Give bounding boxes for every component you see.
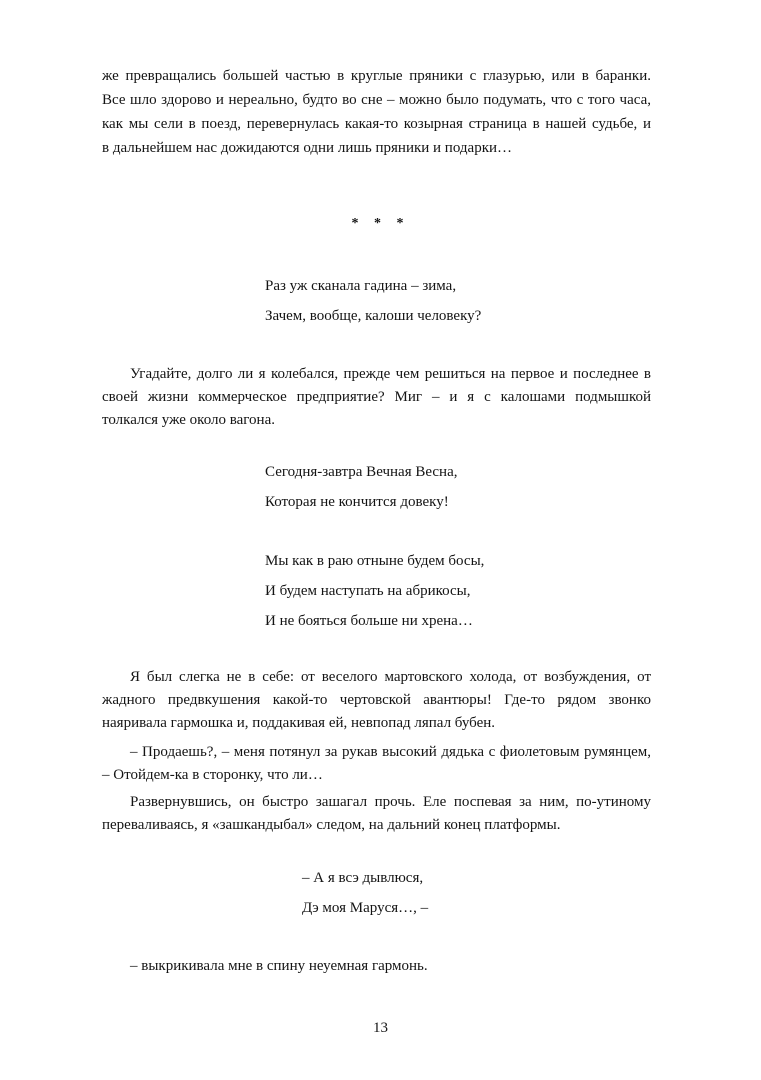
paragraph-line: – выкрикивала мне в спину неуемная гармонь. <box>130 958 428 974</box>
paragraph-line: наяривала гармошка и, поддакивая ей, невпопад ляпал бубен. <box>102 715 496 731</box>
verse-line: – А я всэ дывлюся, <box>302 870 424 886</box>
verse-line: И будем наступать на абрикосы, <box>265 583 471 599</box>
paragraph-line: Угадайте, долго ли я колебался, прежде чем решиться на первое и последнее в <box>130 366 651 382</box>
verse-line: И не бояться больше ни хрена… <box>265 613 473 629</box>
paragraph-line: жадного предвкушения какой-то чертовской авантюры! Где-то рядом звонко <box>102 692 651 708</box>
paragraph-line: как мы сели в поезд, перевернулась какая-то козырная страница в нашей судьбе, и <box>102 116 651 132</box>
paragraph-line: толкался уже около вагона. <box>102 412 275 428</box>
paragraph-line: Я был слегка не в себе: от веселого мартовского холода, от возбуждения, от <box>130 669 651 685</box>
paragraph-line: – Продаешь?, – меня потянул за рукав высокий дядька с фиолетовым румянцем, <box>130 744 651 760</box>
verse-line: Зачем, вообще, калоши человеку? <box>265 308 482 324</box>
paragraph-line: – Отойдем-ка в сторонку, что ли… <box>102 767 323 783</box>
paragraph-line: Все шло здорово и нереально, будто во сне – можно было подумать, что с того часа, <box>102 92 651 108</box>
verse-line: Дэ моя Маруся…, – <box>302 900 429 916</box>
verse-line: Мы как в раю отныне будем босы, <box>265 553 485 569</box>
verse-line: Которая не кончится довеку! <box>265 494 449 510</box>
paragraph-line: Развернувшись, он быстро зашагал прочь. Еле поспевая за ним, по-утиному <box>130 794 651 810</box>
verse-line: Раз уж сканала гадина – зима, <box>265 278 457 294</box>
section-separator: * * * <box>351 216 410 231</box>
paragraph-line: своей жизни коммерческое предприятие? Миг – и я с калошами подмышкой <box>102 389 651 405</box>
paragraph-line: же превращались большей частью в круглые пряники с глазурью, или в баранки. <box>102 68 651 84</box>
page-number: 13 <box>373 1020 388 1036</box>
verse-line: Сегодня-завтра Вечная Весна, <box>265 464 458 480</box>
paragraph-line: в дальнейшем нас дожидаются одни лишь пряники и подарки… <box>102 140 513 156</box>
paragraph-line: переваливаясь, я «зашкандыбал» следом, на дальний конец платформы. <box>102 817 561 833</box>
